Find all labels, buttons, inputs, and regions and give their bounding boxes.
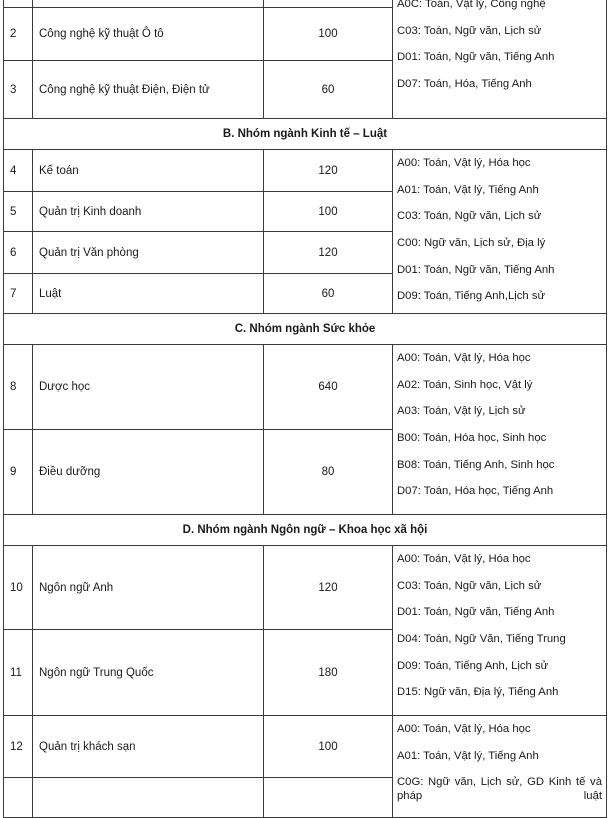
admission-table-section <box>3 0 606 818</box>
table-row-stt: 2 <box>4 8 33 61</box>
table-row-stt: 11 <box>4 630 33 716</box>
quota-cell: 100 <box>264 716 393 778</box>
combo-line: A01: Toán, Vật lý, Tiếng Anh <box>397 749 539 762</box>
combo-line: D07: Toán, Hóa học, Tiếng Anh <box>397 485 554 498</box>
combo-line: D09: Toán, Tiếng Anh, Lịch sử <box>397 659 549 672</box>
combo-line: D01: Toán, Ngữ văn, Tiếng Anh <box>397 606 555 619</box>
quota-cell: 120 <box>264 232 393 274</box>
combo-line: A00: Toán, Vật lý, Hóa học <box>397 553 531 565</box>
major-name: Kế toán <box>33 150 264 192</box>
combo-line: D07: Toán, Hóa, Tiếng Anh <box>397 78 532 91</box>
combo-cell <box>393 716 607 818</box>
quota-cell: 100 <box>264 8 393 61</box>
combo-line: A00: Toán, Vật lý, Hóa học <box>397 157 531 169</box>
table-row-stt: 5 <box>4 192 33 232</box>
combo-cell <box>393 546 607 716</box>
table-row-stt: 7 <box>4 274 33 314</box>
quota-cell: 80 <box>264 430 393 515</box>
table-row-stt: 6 <box>4 232 33 274</box>
combo-cell <box>393 0 607 119</box>
combo-line: A00: Toán, Vật lý, Hóa học <box>397 352 531 364</box>
table-row-stt <box>4 0 33 8</box>
major-name: Công nghệ kỹ thuật Điện, Điện tử <box>33 61 264 119</box>
major-name: Quản trị khách sạn <box>33 716 264 778</box>
combo-line: D01: Toán, Ngữ văn, Tiếng Anh <box>397 263 555 276</box>
combo-line: A00: Toán, Vật lý, Hóa học <box>397 723 531 735</box>
quota-cell: 120 <box>264 150 393 192</box>
combo-line: A0C: Toán, Vật lý, Công nghệ <box>397 0 546 10</box>
table-row-stt: 3 <box>4 61 33 119</box>
major-name: Quản trị Văn phòng <box>33 232 264 274</box>
group-heading-b: B. Nhóm ngành Kinh tế – Luật <box>4 119 607 150</box>
combo-line: D04: Toán, Ngữ Văn, Tiếng Trung <box>397 633 566 646</box>
major-name: Điều dưỡng <box>33 430 264 515</box>
quota-cell: 60 <box>264 61 393 119</box>
quota-cell <box>264 778 393 818</box>
combo-line: C03: Toán, Ngữ văn, Lịch sử <box>397 24 542 37</box>
combo-line: B08: Toán, Tiếng Anh, Sinh học <box>397 458 555 471</box>
quota-cell: 640 <box>264 345 393 430</box>
group-heading-d: D. Nhóm ngành Ngôn ngữ – Khoa học xã hội <box>4 515 607 546</box>
quota-cell: 180 <box>264 630 393 716</box>
table-row-stt: 4 <box>4 150 33 192</box>
major-name <box>33 0 264 8</box>
quota-cell <box>264 0 393 8</box>
major-name: Quản trị Kinh doanh <box>33 192 264 232</box>
major-name: Luật <box>33 274 264 314</box>
admission-table <box>3 0 607 818</box>
table-row-stt: 12 <box>4 716 33 778</box>
table-row-stt: 9 <box>4 430 33 515</box>
table-row-stt: 10 <box>4 546 33 630</box>
combo-line: D15: Ngữ văn, Địa lý, Tiếng Anh <box>397 686 559 699</box>
quota-cell: 100 <box>264 192 393 232</box>
quota-cell: 60 <box>264 274 393 314</box>
table-row-stt <box>4 778 33 818</box>
combo-line: A01: Toán, Vật lý, Tiếng Anh <box>397 183 539 196</box>
major-name: Công nghệ kỹ thuật Ô tô <box>33 8 264 61</box>
major-name: Dược học <box>33 345 264 430</box>
combo-line: D01: Toán, Ngữ văn, Tiếng Anh <box>397 51 555 64</box>
combo-line: C03: Toán, Ngữ văn, Lịch sử <box>397 210 542 223</box>
quota-cell: 120 <box>264 546 393 630</box>
major-name <box>33 778 264 818</box>
table-row-stt: 8 <box>4 345 33 430</box>
combo-line: B00: Toán, Hóa học, Sinh học <box>397 432 547 445</box>
combo-line: C00: Ngữ văn, Lịch sử, Địa lý <box>397 237 546 250</box>
combo-line: D09: Toán, Tiếng Anh,Lịch sử <box>397 290 546 303</box>
major-name: Ngôn ngữ Trung Quốc <box>33 630 264 716</box>
combo-cell <box>393 150 607 314</box>
combo-line: A02: Toán, Sinh học, Vật lý <box>397 378 533 391</box>
combo-cell <box>393 345 607 515</box>
combo-line: C03: Toán, Ngữ văn, Lịch sử <box>397 579 542 592</box>
major-name: Ngôn ngữ Anh <box>33 546 264 630</box>
combo-line: C0G: Ngữ văn, Lịch sử, GD Kinh tế và pháp luật <box>397 776 602 803</box>
group-heading-c: C. Nhóm ngành Sức khỏe <box>4 314 607 345</box>
combo-line: A03: Toán, Vật lý, Lịch sử <box>397 405 526 418</box>
